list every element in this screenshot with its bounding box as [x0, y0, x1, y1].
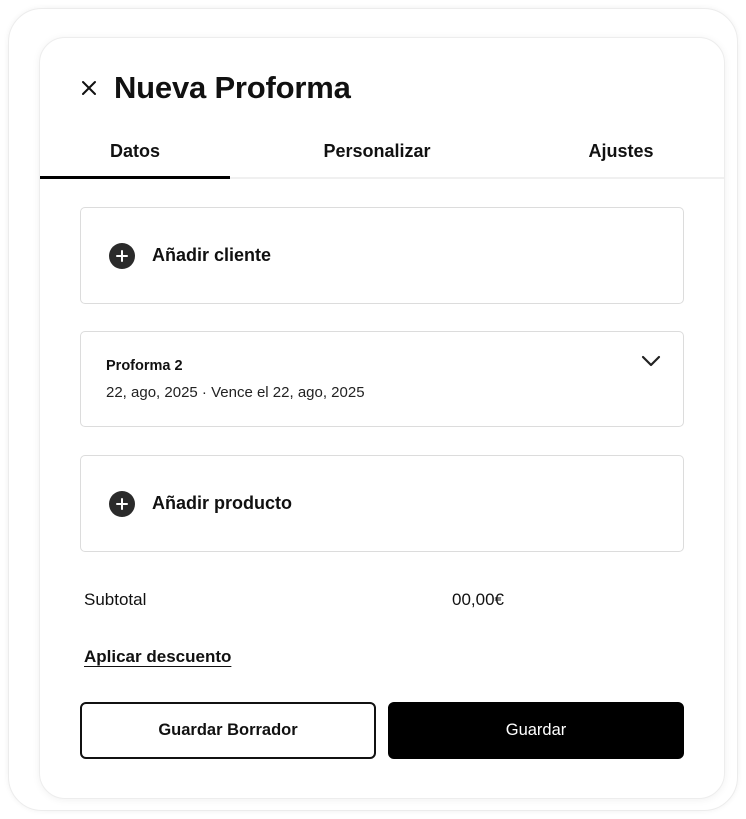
modal-frame — [8, 8, 738, 811]
tab-datos[interactable]: Datos — [40, 133, 230, 179]
tab-ajustes[interactable]: Ajustes — [588, 141, 654, 161]
tab-personalizar[interactable]: Personalizar — [323, 141, 431, 161]
page-title: Nueva Proforma — [114, 70, 351, 105]
close-icon[interactable] — [80, 79, 98, 97]
save-draft-button[interactable]: Guardar Borrador — [80, 702, 376, 759]
proforma-dialog — [39, 37, 725, 799]
apply-discount-link[interactable]: Aplicar descuento — [84, 647, 232, 666]
document-dates: 22, ago, 2025 · Vence el 22, ago, 2025 — [106, 384, 365, 401]
plus-circle-icon — [109, 491, 135, 517]
save-button[interactable]: Guardar — [388, 702, 684, 759]
subtotal-label: Subtotal — [84, 590, 147, 609]
plus-circle-icon — [109, 243, 135, 269]
document-name: Proforma 2 — [106, 358, 183, 374]
add-product-button[interactable] — [80, 455, 684, 552]
dialog-header — [80, 68, 351, 108]
subtotal-value: 00,00€ — [452, 590, 504, 609]
tab-bar — [40, 133, 725, 179]
chevron-down-icon[interactable] — [641, 354, 661, 373]
add-product-label: Añadir producto — [152, 493, 292, 513]
add-client-label: Añadir cliente — [152, 245, 272, 265]
add-client-button[interactable] — [80, 207, 684, 304]
document-info-card[interactable] — [80, 331, 684, 427]
